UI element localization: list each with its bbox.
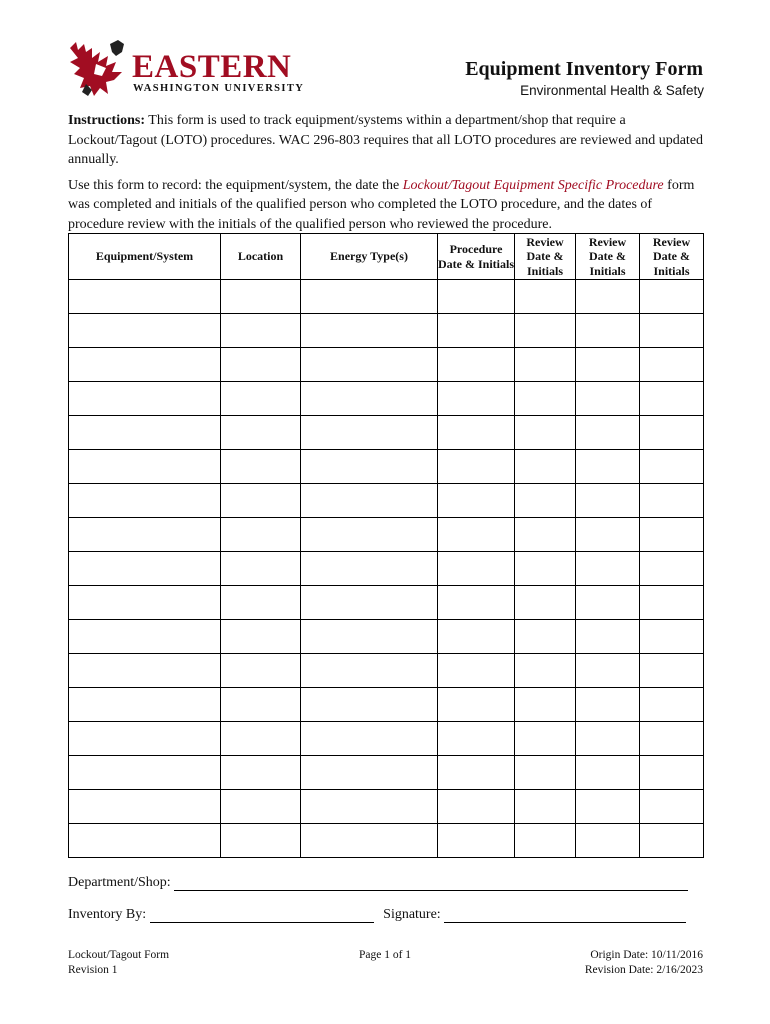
table-cell[interactable] (515, 416, 576, 450)
table-cell[interactable] (69, 654, 221, 688)
instructions-paragraph-2 (68, 176, 708, 235)
table-header-row (69, 234, 704, 280)
header-equipment-system: Equipment/System (69, 234, 221, 280)
table-cell[interactable] (515, 382, 576, 416)
table-cell[interactable] (640, 416, 704, 450)
table-cell[interactable] (221, 280, 301, 314)
table-row (69, 620, 704, 654)
table-row (69, 348, 704, 382)
table-cell[interactable] (515, 722, 576, 756)
table-row (69, 382, 704, 416)
table-cell[interactable] (301, 722, 438, 756)
table-cell[interactable] (640, 382, 704, 416)
table-row (69, 654, 704, 688)
footer-origin-date: Origin Date: 10/11/2016 (590, 949, 703, 961)
table-cell[interactable] (301, 382, 438, 416)
table-cell[interactable] (69, 280, 221, 314)
table-cell[interactable] (576, 280, 640, 314)
table-cell[interactable] (576, 314, 640, 348)
page-subtitle: Environmental Health & Safety (520, 83, 704, 98)
header-location: Location (221, 234, 301, 280)
table-cell[interactable] (438, 484, 515, 518)
table-cell[interactable] (576, 688, 640, 722)
table-cell[interactable] (438, 416, 515, 450)
footer-form-name: Lockout/Tagout Form (68, 949, 170, 961)
table-cell[interactable] (515, 620, 576, 654)
logo-subtext: WASHINGTON UNIVERSITY (133, 83, 305, 94)
footer-right (585, 948, 703, 978)
table-cell[interactable] (640, 688, 704, 722)
table-cell[interactable] (301, 484, 438, 518)
table-cell[interactable] (301, 348, 438, 382)
department-input-line[interactable] (174, 874, 688, 891)
table-cell[interactable] (438, 654, 515, 688)
table-row (69, 484, 704, 518)
table-cell[interactable] (438, 280, 515, 314)
table-cell[interactable] (69, 688, 221, 722)
table-cell[interactable] (301, 450, 438, 484)
table-cell[interactable] (221, 552, 301, 586)
table-cell[interactable] (301, 586, 438, 620)
table-cell[interactable] (640, 518, 704, 552)
table-cell[interactable] (640, 824, 704, 858)
header-review-date-1: Review Date & Initials (515, 234, 576, 280)
table-cell[interactable] (69, 620, 221, 654)
table-cell[interactable] (576, 382, 640, 416)
table-cell[interactable] (69, 722, 221, 756)
table-cell[interactable] (221, 382, 301, 416)
table-row (69, 314, 704, 348)
inventory-by-label: Inventory By: (68, 907, 147, 922)
table-cell[interactable] (438, 382, 515, 416)
table-cell[interactable] (221, 756, 301, 790)
table-cell[interactable] (515, 790, 576, 824)
header-procedure-date: Procedure Date & Initials (438, 234, 515, 280)
table-row (69, 552, 704, 586)
table-cell[interactable] (221, 790, 301, 824)
table-cell[interactable] (640, 552, 704, 586)
footer-revision-date: Revision Date: 2/16/2023 (584, 964, 703, 976)
table-cell[interactable] (515, 586, 576, 620)
table-cell[interactable] (301, 620, 438, 654)
table-cell[interactable] (515, 756, 576, 790)
header-review-date-2: Review Date & Initials (576, 234, 640, 280)
header-energy-types: Energy Type(s) (301, 234, 438, 280)
table-cell[interactable] (221, 450, 301, 484)
table-cell[interactable] (640, 756, 704, 790)
instructions-text-2-pre: Use this form to record: the equipment/system, the date the (68, 177, 403, 193)
instructions-text-1: This form is used to track equipment/systems within a department/shop that require a Lockout/Tagout (LOTO) procedures. WAC 296-803 requires that all LOTO procedures are reviewed and updated annually. (68, 113, 704, 167)
department-field (68, 874, 688, 891)
table-cell[interactable] (576, 756, 640, 790)
table-cell[interactable] (69, 518, 221, 552)
table-cell[interactable] (301, 756, 438, 790)
table-cell[interactable] (69, 382, 221, 416)
table-cell[interactable] (576, 620, 640, 654)
table-cell[interactable] (301, 314, 438, 348)
table-cell[interactable] (438, 450, 515, 484)
table-cell[interactable] (515, 518, 576, 552)
table-row (69, 450, 704, 484)
table-cell[interactable] (301, 824, 438, 858)
table-cell[interactable] (221, 484, 301, 518)
table-cell[interactable] (301, 654, 438, 688)
table-cell[interactable] (576, 586, 640, 620)
table-row (69, 688, 704, 722)
table-cell[interactable] (221, 722, 301, 756)
table-cell[interactable] (221, 586, 301, 620)
loto-procedure-link[interactable]: Lockout/Tagout Equipment Specific Procedure (402, 177, 664, 193)
table-cell[interactable] (438, 586, 515, 620)
table-cell[interactable] (576, 790, 640, 824)
table-cell[interactable] (576, 654, 640, 688)
table-cell[interactable] (301, 518, 438, 552)
table-cell[interactable] (438, 756, 515, 790)
instructions-text-2-post: form was completed and initials of the qualified person who completed the LOTO procedure, and the dates of procedure review with the initials of the qualified person who reviewed the procedure. (68, 177, 695, 232)
table-row (69, 756, 704, 790)
table-row (69, 586, 704, 620)
table-cell[interactable] (438, 620, 515, 654)
page-title: Equipment Inventory Form (465, 58, 703, 80)
table-cell[interactable] (301, 688, 438, 722)
instructions-block (68, 111, 708, 240)
table-cell[interactable] (576, 552, 640, 586)
table-cell[interactable] (69, 824, 221, 858)
table-cell[interactable] (640, 280, 704, 314)
table-cell[interactable] (640, 722, 704, 756)
table-cell[interactable] (515, 688, 576, 722)
inventory-by-field (68, 906, 686, 923)
table-cell[interactable] (221, 654, 301, 688)
table-cell[interactable] (640, 654, 704, 688)
table-row (69, 518, 704, 552)
table-cell[interactable] (640, 314, 704, 348)
table-cell[interactable] (221, 620, 301, 654)
footer-revision: Revision 1 (68, 964, 118, 976)
table-cell[interactable] (438, 348, 515, 382)
table-cell[interactable] (438, 790, 515, 824)
department-label: Department/Shop: (68, 875, 171, 890)
table-cell[interactable] (515, 314, 576, 348)
table-cell[interactable] (576, 348, 640, 382)
eastern-logo (66, 38, 306, 100)
table-cell[interactable] (438, 518, 515, 552)
table-cell[interactable] (69, 756, 221, 790)
footer-page-number: Page 1 of 1 (358, 949, 412, 961)
table-cell[interactable] (515, 484, 576, 518)
table-cell[interactable] (301, 790, 438, 824)
table-cell[interactable] (640, 348, 704, 382)
table-cell[interactable] (69, 484, 221, 518)
table-cell[interactable] (515, 824, 576, 858)
table-cell[interactable] (515, 348, 576, 382)
table-row (69, 790, 704, 824)
table-cell[interactable] (69, 416, 221, 450)
instructions-label: Instructions: (68, 113, 146, 128)
signature-label: Signature: (383, 907, 441, 922)
table-cell[interactable] (69, 790, 221, 824)
table-row (69, 416, 704, 450)
table-cell[interactable] (515, 654, 576, 688)
table-row (69, 280, 704, 314)
table-cell[interactable] (576, 484, 640, 518)
table-cell[interactable] (640, 790, 704, 824)
table-row (69, 824, 704, 858)
table-cell[interactable] (515, 450, 576, 484)
table-cell[interactable] (221, 348, 301, 382)
table-cell[interactable] (221, 824, 301, 858)
table-cell[interactable] (515, 280, 576, 314)
table-cell[interactable] (438, 688, 515, 722)
table-cell[interactable] (640, 620, 704, 654)
logo-wordmark: EASTERN (132, 49, 292, 85)
inventory-by-input-line[interactable] (150, 906, 374, 923)
signature-input-line[interactable] (444, 906, 686, 923)
table-cell[interactable] (438, 824, 515, 858)
table-cell[interactable] (69, 586, 221, 620)
table-cell[interactable] (640, 450, 704, 484)
eagle-logo-icon (66, 38, 130, 100)
table-cell[interactable] (69, 348, 221, 382)
table-cell[interactable] (576, 722, 640, 756)
table-cell[interactable] (69, 450, 221, 484)
table-cell[interactable] (576, 416, 640, 450)
table-cell[interactable] (576, 824, 640, 858)
table-cell[interactable] (438, 722, 515, 756)
header-review-date-3: Review Date & Initials (640, 234, 704, 280)
table-cell[interactable] (515, 552, 576, 586)
table-cell[interactable] (221, 314, 301, 348)
table-cell[interactable] (438, 314, 515, 348)
table-cell[interactable] (69, 314, 221, 348)
instructions-paragraph-1 (68, 111, 708, 170)
table-cell[interactable] (69, 552, 221, 586)
inventory-table (68, 233, 704, 858)
table-cell[interactable] (438, 552, 515, 586)
table-cell[interactable] (640, 586, 704, 620)
table-cell[interactable] (221, 416, 301, 450)
table-cell[interactable] (640, 484, 704, 518)
table-cell[interactable] (221, 518, 301, 552)
table-cell[interactable] (301, 552, 438, 586)
table-cell[interactable] (576, 450, 640, 484)
table-cell[interactable] (301, 416, 438, 450)
table-cell[interactable] (301, 280, 438, 314)
table-cell[interactable] (576, 518, 640, 552)
table-row (69, 722, 704, 756)
table-cell[interactable] (221, 688, 301, 722)
